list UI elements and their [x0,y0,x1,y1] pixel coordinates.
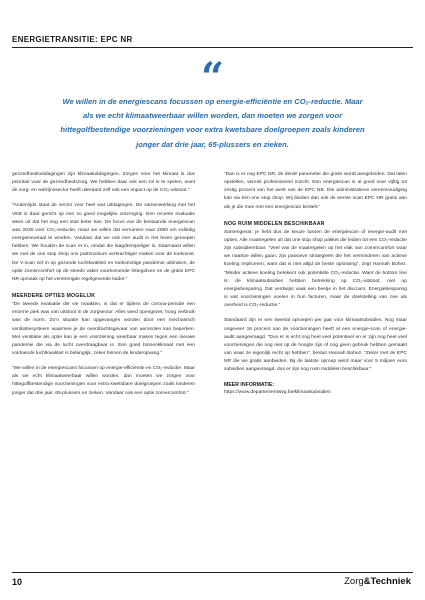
subheading: MEERDERE OPTIES MOGELIJK [12,293,96,300]
brand-part-1: Zorg [344,576,364,587]
paragraph: “We willen in de energiescans focussen op energie-efficiëntie en CO₂-reductie. Maar als we echt klimaatweerbaar willen worden, dan moeten we zorgen voor hittegolfbestendige voorzieningen voor extra kwetsbare doelgroepen zoals kinderen jonger dat drie jaar, 65-plussers en zieken. Vandaar ook een optie zomercomfort.” [12,366,195,396]
paragraph: “Dan is er nog EPC NR, de derde parameter die gratis wordt aangeboden. Dat laten opstellen, vereist professioneel inzicht. Een energiescan is al goed voor vijftig tot zestig procent van het werk van de EPC NB. Die administratieve vereenvoudiging kan via één one stop shop. Wij bieden dan ook de eerste scan EPC NR gratis aan als je die mee met een energiescan bestelt.” [224,172,407,210]
paragraph: “De tweede evaluatie die we maakten, is dat er tijdens de corona-periode een enorme piek was van uitstoot in de zorgsector. Alles werd opengezet, hoog verbruik was de norm. Zo’n situatie kan opgevangen worden door een mechanisch ventilatiesysteem waarmee je de overdrachtsgevaar van aerosolen kan beperken. Met ventilatie als optie kan je een voorziening weerbaar maken tegen een nieuwe pandemie die via de lucht overdraagbaar is. Een goed binnenklimaat met een voldoende luchtkwaliteit is belangrijk, zeker binnen de kinderopvang.” [12,302,195,356]
header-divider [12,47,413,48]
right-column [224,171,407,398]
brand-logo [344,576,411,587]
footer-divider [12,572,413,573]
page-number: 10 [12,577,23,587]
paragraph: Standaard zijn er een tweetal oproepen per jaar voor klimaatsubsidies. Nog maar ongeveer 16 procent van de voorzieningen heeft al een energie-scan of energie-audit aangevraagd. “Dus er is echt nog heel veel potentieel en er zijn nog heel veel voorzieningen die nog niet op de hoogte zijn of nog geen gebruik hebben gemaakt van waar ze eigenlijk recht op hebben”, besluit Hannah Bohez. “Zeker met de EPC NR die we gratis aanbieden. Bij de laatste oproep werd maar voor 5 miljoen euro subsidies aangevraagd, dus er zijn nog ruim middelen beschikbaar.” [224,318,407,373]
quote-mark-icon: “ [200,54,224,101]
paragraph: Samengevat: je hebt dus de keuze tussen de energiescan of energie-audit met opties. Alle maatregelen uit dat one stop shop pakket die leiden tot een CO₂-reductie zijn subsidieerbaar. “Veel van de maatregelen op het vlak van zomercomfort waar we naartoe willen gaan, zijn passieve strategieën die het verminderen van actieve koeling impliceren, want dat is niet altijd de beste oplossing”, zegt Hannah Bohez. “Minder actieve koeling betekent ook potentiële CO₂-reductie. Want de bottom line is: de klimaatsubsidies hebben betrekking op CO₂-uitstoot, niet op energiebesparing. Dat verdwijnt vaak een beetje in het discours. Energiebesparing is wat voorzieningen voelen in hun facturen, maar de doelstelling van one als overheid is CO₂-reductie.” [224,229,407,309]
subheading: NOG RUIM MIDDELEN BESCHIKBAAR [224,220,325,227]
brand-part-2: &Techniek [363,576,411,587]
section-label: ENERGIETRANSITIE: EPC NR [12,35,133,44]
info-link[interactable]: https://www.departementwvg.be/klimaatsubsidies [224,390,331,396]
info-heading: MEER INFORMATIE: [224,382,275,389]
left-column [12,171,195,405]
paragraph: gezondheidsuitdagingen zijn klimaatuitdagingen. Zorgen voor het klimaat is dus prioritair voor de gezondheidszorg. We hebben daar ook een rol in te spelen, want de zorg- en welzijnssector heeft uiteraard zelf ook een impact op de CO₂-uitstoot.” [12,172,195,194]
paragraph: “Anderzijds staat de sector voor heel wat uitdagingen. De samenwerking met het VEB is daar gericht op een zo goed mogelijke ontzorging. Een recente evaluatie wees uit dat het nog een stuk beter kan. De focus van de bestaande energiescan was 2030 voor CO₂-reductie, maar we willen dat verruimen naar 2050 om volledig energieneutraal te worden. Vandaar dat we ook een audit in het leven geroepen hebben. We houden de scan er in, omdat die laagdrempeliger is. Daarnaast willen we met de one stop shop ons patrimonium verkrachtiger maken voor de toekomst. De V-scan zet in op gezonde luchtkwaliteit en toekomstige pandemie uitbraken, de optie zomercomfort op de steeds vaker voorkomende hittegolven en de gratis EPC NR opmaak op het verstrengde regelgevende kader.” [12,203,195,282]
pull-quote: We willen in de energiescans focussen op energie-efficiëntie en CO₂-reductie. Maar als we echt klimaatweerbaar willen worden, dan moeten we zorgen voor hittegolfbestendige voorzieningen voor extra kwetsbare doelgroepen zoals kinderen jonger dat drie jaar, 65-plussers en zieken. [60,97,365,149]
